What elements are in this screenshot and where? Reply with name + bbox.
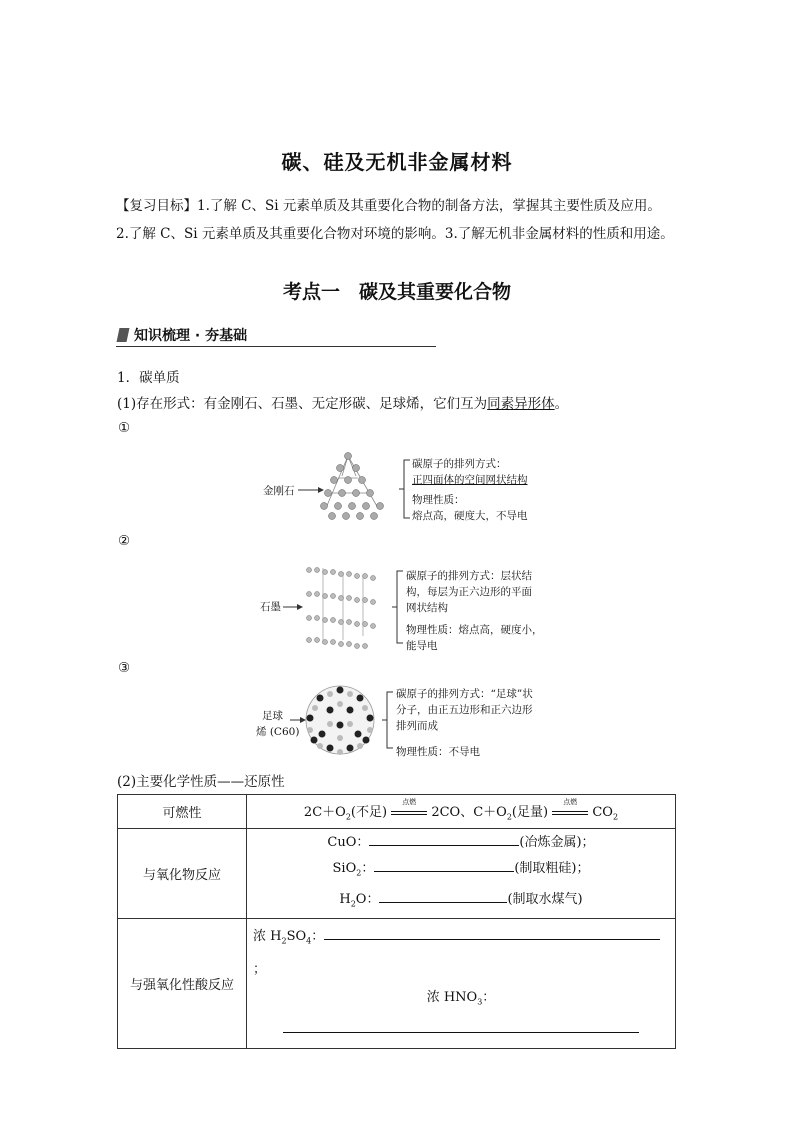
graphite-structure-image <box>283 560 383 652</box>
table-row-oxides <box>118 829 676 919</box>
cuo-line: CuO： (冶炼金属)； <box>327 835 595 850</box>
hno3-answer-line <box>253 1016 669 1044</box>
review-goals-line1: 【复习目标】1.了解 C、Si 元素单质及其重要化合物的制备方法，掌握其主要性质及应用。 <box>116 198 661 214</box>
row-label-oxides: 与氧化物反应 <box>118 829 247 919</box>
section-title: 考点一 碳及其重要化合物 <box>282 281 511 303</box>
knowledge-bar <box>116 324 436 347</box>
fullerene-brace <box>381 688 395 752</box>
acid-reactions <box>247 919 676 1049</box>
figure-marker-1: ① <box>118 420 131 436</box>
review-goals-line2: 2.了解 C、Si 元素单质及其重要化合物对环境的影响。3.了解无机非金属材料的性质和用途。 <box>116 226 674 242</box>
fullerene-notes: 碳原子的排列方式：“足球”状 分子，由正五边形和正六边形 排列而成 物理性质：不导电 <box>396 688 533 758</box>
diamond-label: 金刚石 <box>263 485 295 497</box>
sio2-line: SiO$_2$： (制取粗硅)； <box>332 861 590 878</box>
page-title: 碳、硅及无机非金属材料 <box>281 150 513 174</box>
figure-marker-3: ③ <box>118 660 131 676</box>
pen-icon <box>117 328 130 342</box>
existence-answer: 同素异形体 <box>487 396 555 412</box>
diamond-structure-image <box>298 448 398 523</box>
table-row-combustion <box>118 795 676 829</box>
fullerene-structure-image <box>290 680 380 760</box>
h2so4-blank[interactable] <box>324 927 660 940</box>
existence-line: (1)存在形式：有金刚石、石墨、无定形碳、足球烯，它们互为同素异形体。 <box>117 396 569 412</box>
review-tag: 【复习目标】 <box>116 198 197 214</box>
oxide-reactions <box>247 829 676 919</box>
combustion-equations: $2C+O_2$(不足) 点燃 2CO、$C+O_2$(足量) 点燃 $CO_2$ <box>247 795 676 829</box>
table-row-acids <box>118 919 676 1049</box>
h2so4-line: 浓 $H_2SO_4$：； <box>253 923 669 984</box>
properties-table <box>117 794 676 1049</box>
row-label-acids: 与强氧化性酸反应 <box>118 919 247 1049</box>
fullerene-label-1: 足球 <box>262 710 283 722</box>
fullerene-label-2: 烯 (C60) <box>256 726 300 738</box>
knowledge-bar-label: 知识梳理 · 夯基础 <box>134 328 248 344</box>
cuo-blank[interactable] <box>369 833 519 846</box>
graphite-brace <box>391 567 405 647</box>
graphite-notes: 碳原子的排列方式：层状结 构，每层为正六边形的平面 网状结构 物理性质：熔点高，硬度小， 能导电 <box>406 570 543 652</box>
sio2-blank[interactable] <box>374 859 514 872</box>
item-carbon-elements: 1．碳单质 <box>117 370 180 386</box>
row-label-combustion: 可燃性 <box>118 795 247 829</box>
diamond-notes: 碳原子的排列方式： 正四面体的空间网状结构 物理性质： 熔点高，硬度大，不导电 <box>412 458 528 522</box>
figure-marker-2: ② <box>118 533 131 549</box>
chemical-properties-heading: (2)主要化学性质——还原性 <box>117 774 285 790</box>
h2o-blank[interactable] <box>379 890 507 903</box>
hno3-line: 浓 $HNO_3$： <box>426 989 496 1007</box>
diamond-brace <box>398 456 412 522</box>
h2o-line: $H_2O$： (制取水煤气) <box>339 891 583 909</box>
hno3-blank[interactable] <box>283 1020 639 1033</box>
reaction-arrow: 点燃 <box>552 806 588 820</box>
graphite-label: 石墨 <box>260 601 281 613</box>
reaction-arrow: 点燃 <box>391 806 427 820</box>
